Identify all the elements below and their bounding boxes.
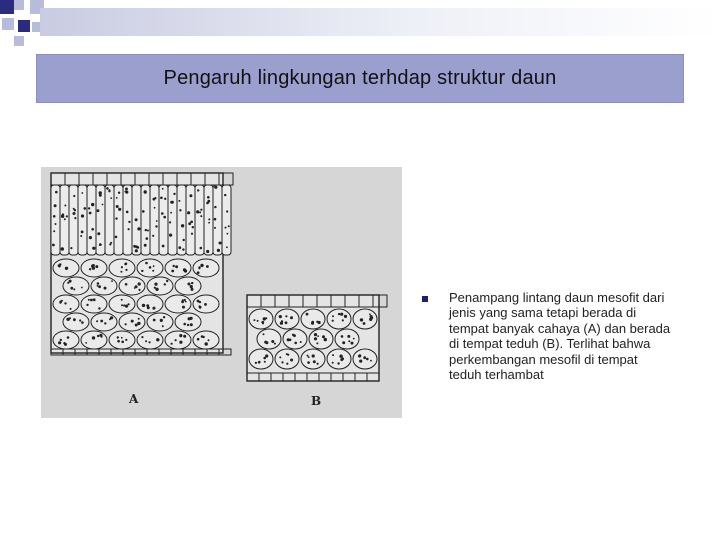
leaf-cross-section-figure — [41, 167, 402, 418]
title-bar — [36, 54, 684, 103]
top-gradient-band — [40, 8, 720, 36]
bullet-text: Penampang lintang daun mesofit dari jenis yang sama tetapi berada di tempat banyak cahaya (A) dan berada di tempat teduh (B). Terlihat bahwa perkembangan mesofil di tempat teduh terhambat — [449, 290, 671, 383]
square-bullet-icon — [422, 296, 428, 302]
section-a — [51, 173, 233, 355]
bullet-list — [422, 290, 672, 382]
leaf-cross-section-drawing — [41, 167, 402, 418]
slide-title: Pengaruh lingkungan terhdap struktur daun — [163, 67, 557, 89]
bullet-item — [422, 290, 672, 382]
label-a: A — [129, 392, 139, 406]
label-b: B — [311, 394, 322, 408]
section-b — [247, 295, 387, 381]
